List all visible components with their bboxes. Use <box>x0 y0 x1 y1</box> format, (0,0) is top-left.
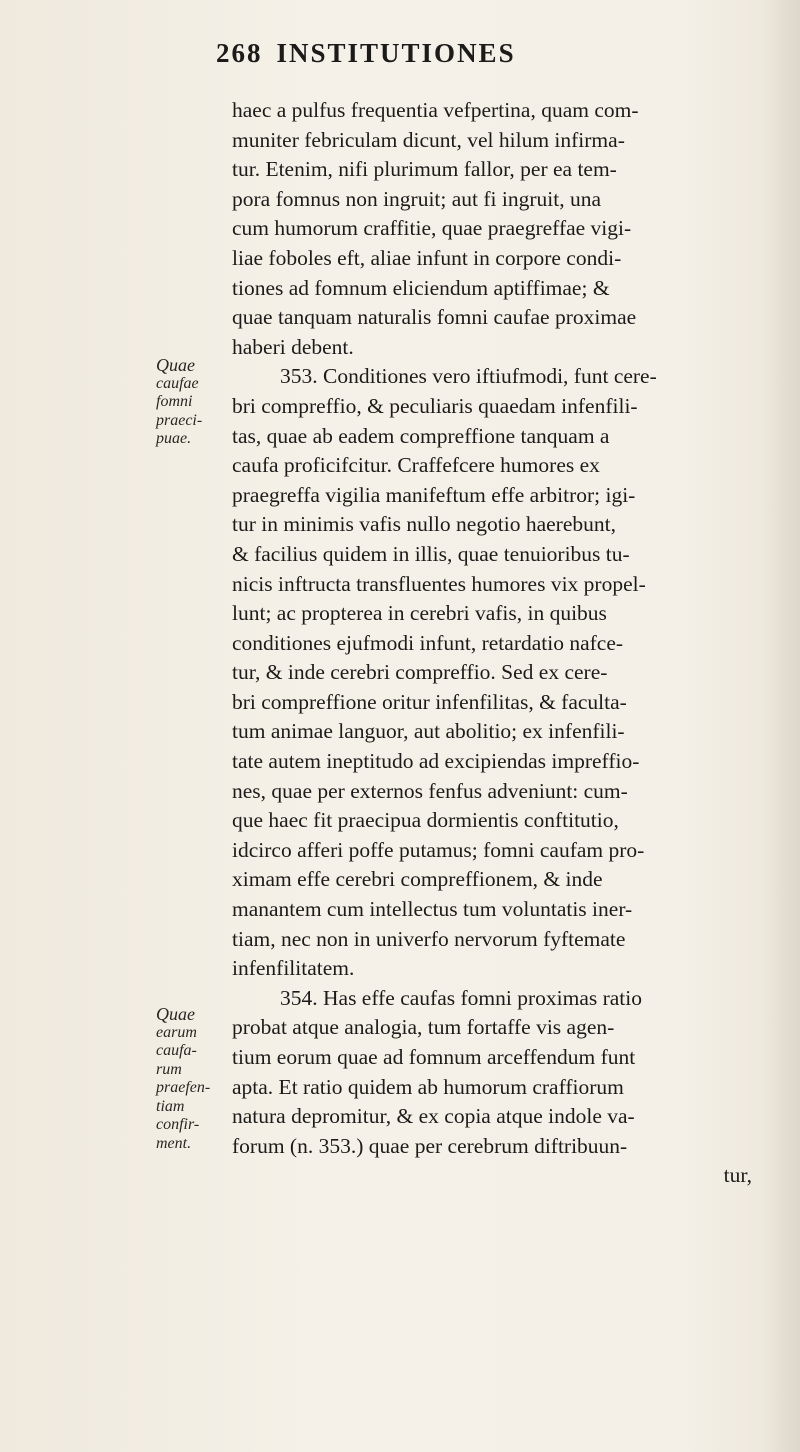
text-line: que haec fit praecipua dormientis conftitutio, <box>232 808 619 833</box>
text-line: tiones ad fomnum eliciendum aptiffimae; & <box>232 275 610 300</box>
text-line: infenfilitatem. <box>232 956 355 981</box>
text-line: apta. Et ratio quidem ab humorum craffiorum <box>232 1074 624 1099</box>
text-line: tur. Etenim, nifi plurimum fallor, per ea tem- <box>232 157 617 182</box>
text-line: nes, quae per externos fenfus adveniunt: cum- <box>232 778 628 803</box>
margin-note-line: confir- <box>156 1116 200 1133</box>
margin-note-2 <box>156 1005 210 1153</box>
text-line: natura depromitur, & ex copia atque indole va- <box>232 1104 635 1129</box>
margin-note-line: tiam <box>156 1097 185 1115</box>
text-line: tum animae languor, aut abolitio; ex infenfili- <box>232 719 625 744</box>
text-line: muniter febriculam dicunt, vel hilum infirma- <box>232 127 625 152</box>
margin-note-line: caufa- <box>156 1042 197 1059</box>
text-line: ximam effe cerebri compreffionem, & inde <box>232 867 603 892</box>
paragraph-353-start: 353. Conditiones vero iftiufmodi, funt cere- <box>280 364 657 389</box>
text-line: pora fomnus non ingruit; aut fi ingruit, una <box>232 186 602 211</box>
text-line: & facilius quidem in illis, quae tenuioribus tu- <box>232 541 630 566</box>
text-line: forum (n. 353.) quae per cerebrum diftribuun- <box>232 1133 628 1158</box>
text-line: manantem cum intellectus tum voluntatis iner- <box>232 897 633 922</box>
margin-note-line: puae. <box>156 430 192 447</box>
text-line: tium eorum quae ad fomnum arceffendum funt <box>232 1045 636 1069</box>
text-line: bri compreffione oritur infenfilitas, & faculta- <box>232 689 627 714</box>
margin-note-line: praefen- <box>156 1079 211 1096</box>
text-line: tate autem ineptitudo ad excipiendas impreffio- <box>232 749 640 774</box>
text-line: liae foboles eft, aliae infunt in corpore condi- <box>232 245 622 270</box>
margin-note-1 <box>156 356 202 449</box>
margin-note-line: Quae <box>156 1004 195 1024</box>
text-line: tas, quae ab eadem compreffione tanquam a <box>232 423 610 448</box>
text-line: idcirco afferi poffe putamus; fomni caufam pro- <box>232 837 645 862</box>
margin-note-line: praeci- <box>156 411 203 429</box>
text-line: tiam, nec non in univerfo nervorum fyftemate <box>232 926 626 951</box>
margin-note-line: Quae <box>156 355 195 375</box>
text-line: praegreffa vigilia manifeftum effe arbitror; igi- <box>232 482 636 507</box>
text-line: quae tanquam naturalis fomni caufae proximae <box>232 305 637 330</box>
text-line: haec a pulfus frequentia vefpertina, quam com- <box>232 98 639 122</box>
text-line: probat atque analogia, tum fortaffe vis agen- <box>232 1015 615 1040</box>
margin-note-line: ment. <box>156 1134 192 1152</box>
text-line: tur, & inde cerebri compreffio. Sed ex cere- <box>232 660 608 685</box>
text-line: haberi debent. <box>232 334 354 359</box>
text-line: bri compreffio, & peculiaris quaedam infenfili- <box>232 393 638 418</box>
page-number: 268 <box>216 38 263 68</box>
text-line: tur in minimis vafis nullo negotio haerebunt, <box>232 512 616 537</box>
text-line: conditiones ejufmodi infunt, retardatio nafce- <box>232 630 624 655</box>
paragraph-354-start: 354. Has effe caufas fomni proximas ratio <box>280 985 643 1010</box>
text-line: lunt; ac propterea in cerebri vafis, in quibus <box>232 601 607 626</box>
margin-note-line: fomni <box>156 393 193 410</box>
running-title: INSTITUTIONES <box>276 38 516 68</box>
text-line: nicis inftructa transfluentes humores vix propel- <box>232 571 646 596</box>
margin-note-line: rum <box>156 1060 182 1078</box>
margin-note-line: earum <box>156 1023 197 1041</box>
page-edge-shadow <box>760 0 800 1452</box>
text-line: caufa proficifcitur. Craffefcere humores ex <box>232 453 600 478</box>
margin-note-line: caufae <box>156 374 199 392</box>
body-text <box>232 96 752 1191</box>
text-line: tur, <box>723 1163 752 1188</box>
running-head <box>216 38 516 69</box>
text-line: cum humorum craffitie, quae praegreffae vigi- <box>232 216 632 241</box>
